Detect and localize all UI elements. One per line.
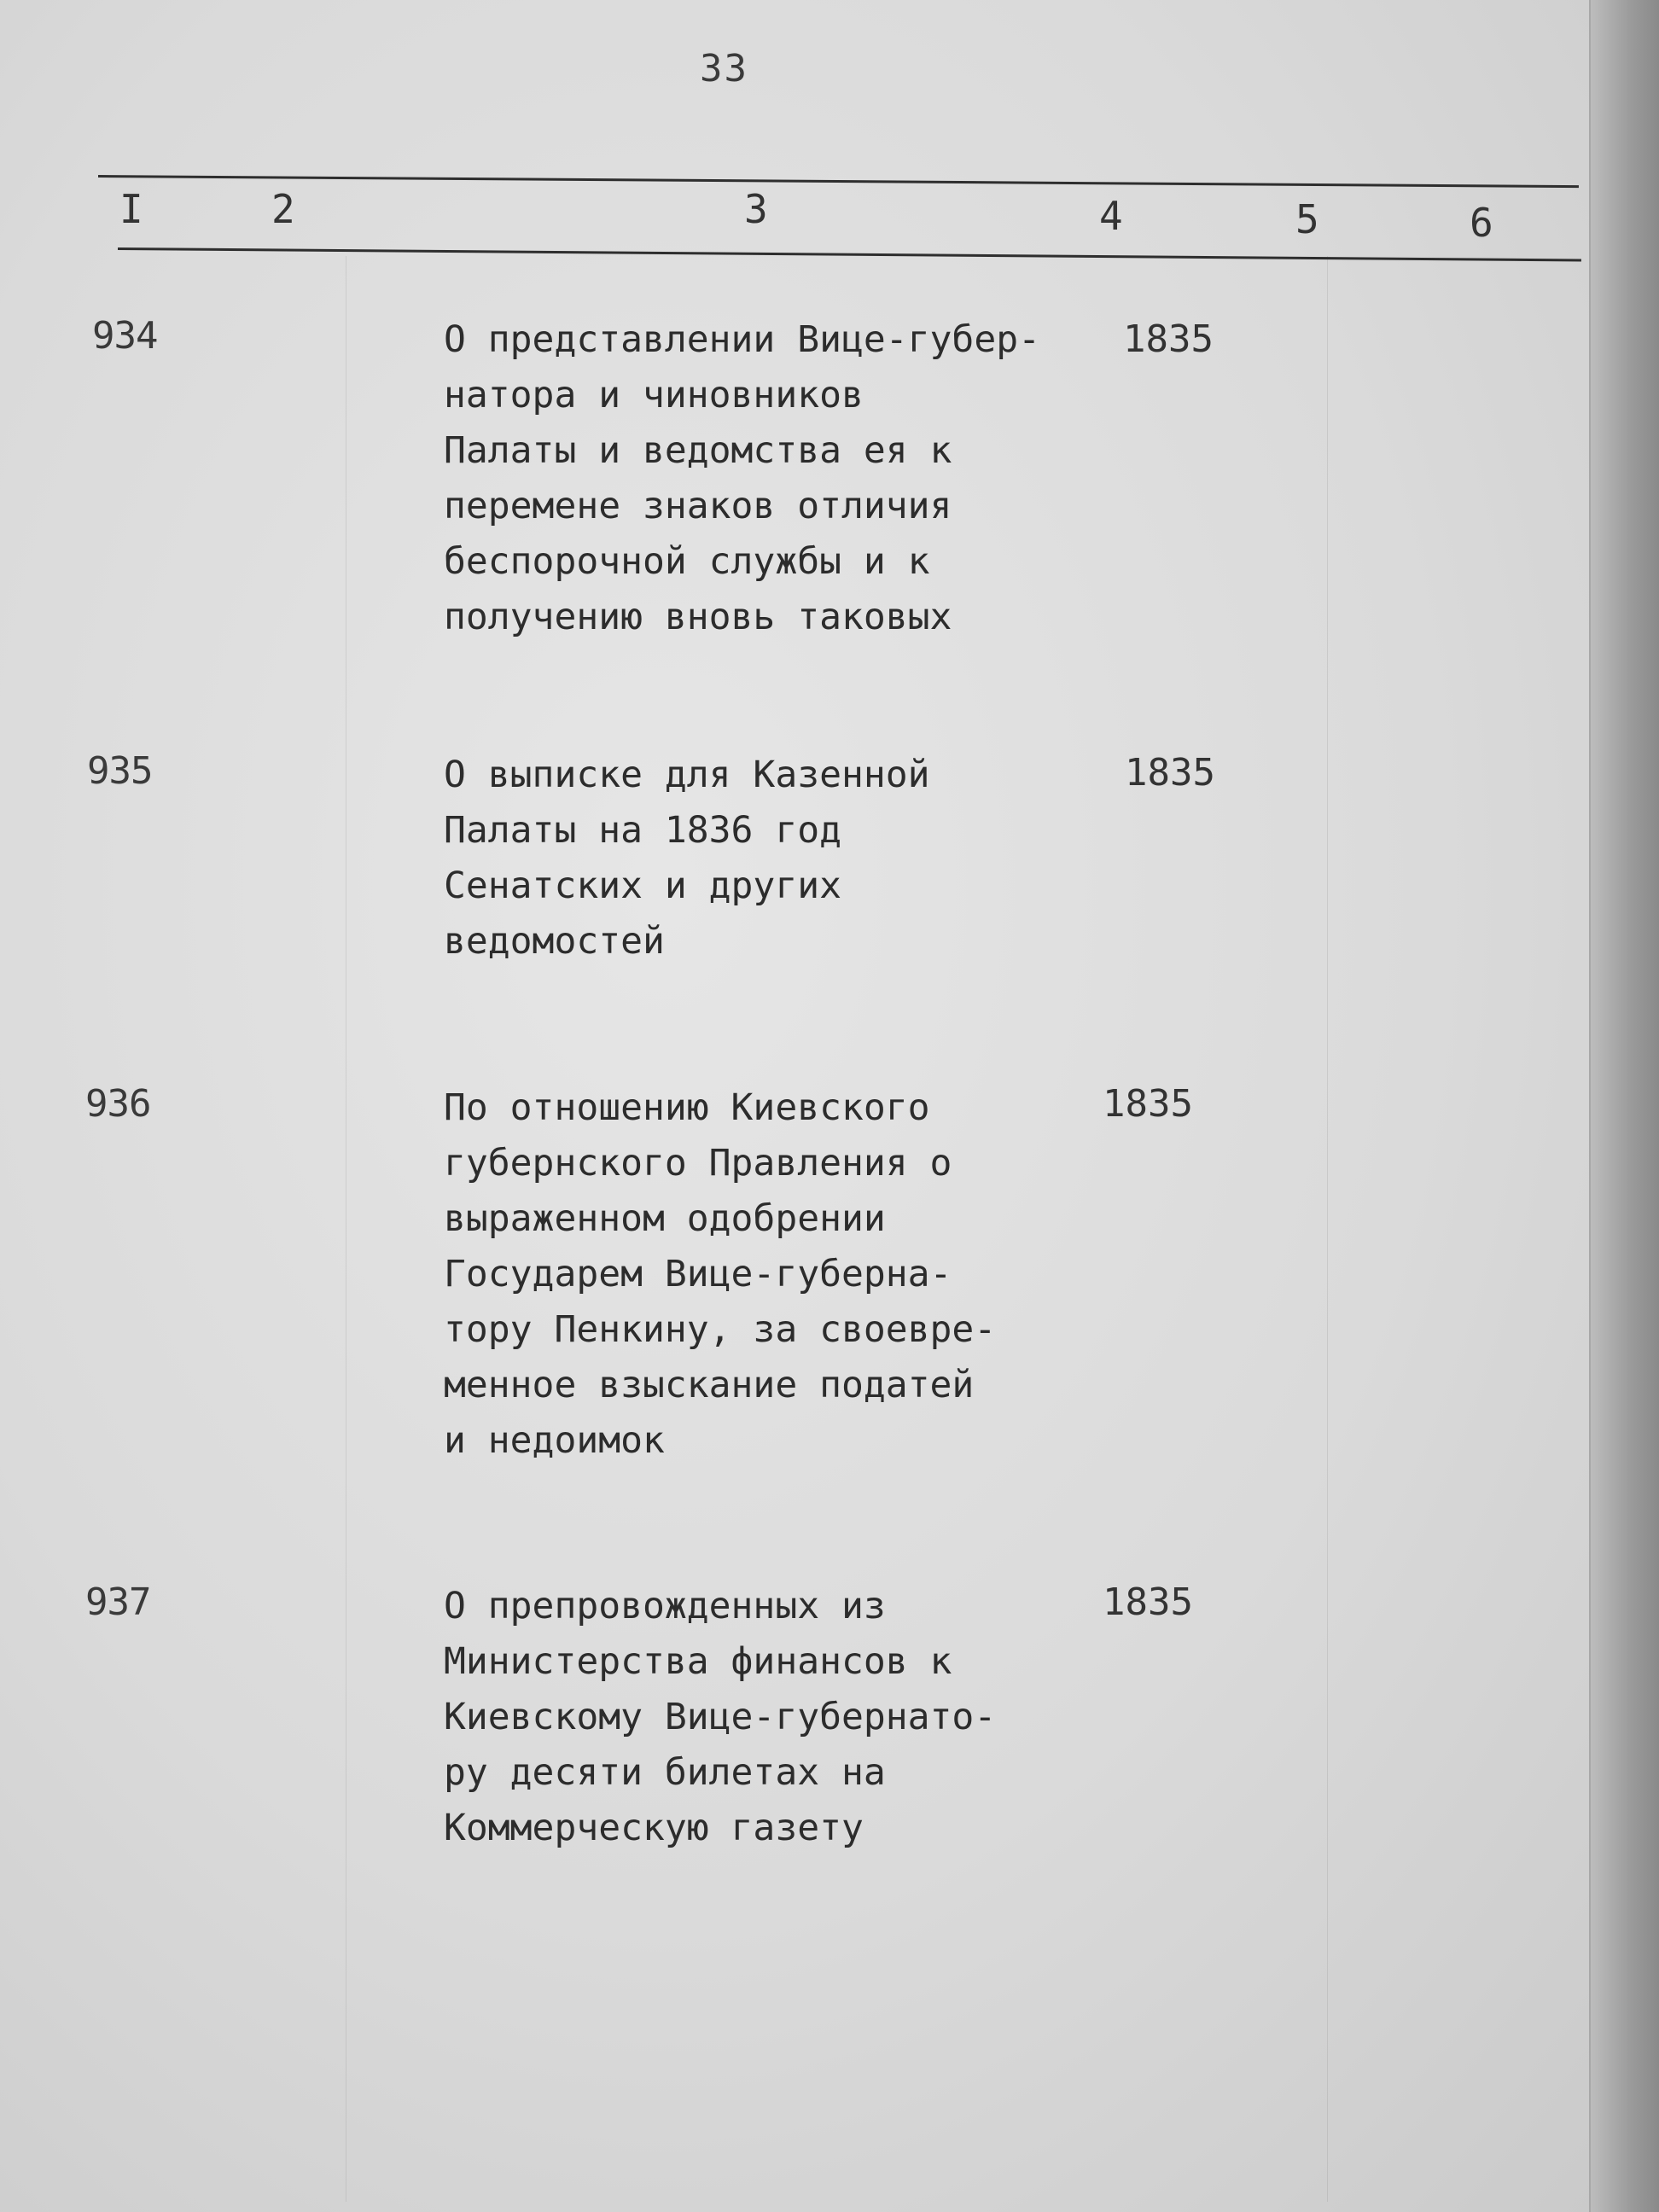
entry-year: 1835 [1125,751,1215,795]
column-header-4: 4 [1099,193,1123,239]
entry-description: О представлении Вице-губер- натора и чиновников Палаты и ведомства ея к перемене знаков отличия беспорочной службы и к получению вновь таковых [444,318,1040,638]
table-header-bottom-rule [118,247,1581,261]
column-header-6: 6 [1470,200,1493,246]
entry-number: 934 [92,314,158,358]
table-header-top-rule [98,175,1579,188]
column-header-1: I [119,186,143,232]
entry-number: 937 [85,1580,151,1624]
page-number: 33 [700,47,748,90]
column-header-5: 5 [1295,196,1319,242]
entry-year: 1835 [1103,1082,1193,1126]
entry-year: 1835 [1123,317,1214,361]
entry-description: По отношению Киевского губернского Правления о выраженном одобрении Государем Вице-губерна- тору Пенкину, за своевре- менное взыскание податей и недоимок [444,1086,997,1462]
page-edge-shadow [1591,0,1659,2212]
column-guide [1327,256,1328,2202]
entry-number: 936 [85,1082,151,1126]
column-header-3: 3 [744,186,768,232]
entry-number: 935 [87,749,153,793]
column-header-2: 2 [271,186,295,232]
entry-description: О препровожденных из Министерства финансов к Киевскому Вице-губернато- ру десяти билетах на Коммерческую газету [444,1585,997,1849]
entry-year: 1835 [1103,1580,1193,1624]
page-edge-line [1589,0,1591,2212]
entry-description: О выписке для Казенной Палаты на 1836 год Сенатских и других ведомостей [444,754,930,963]
